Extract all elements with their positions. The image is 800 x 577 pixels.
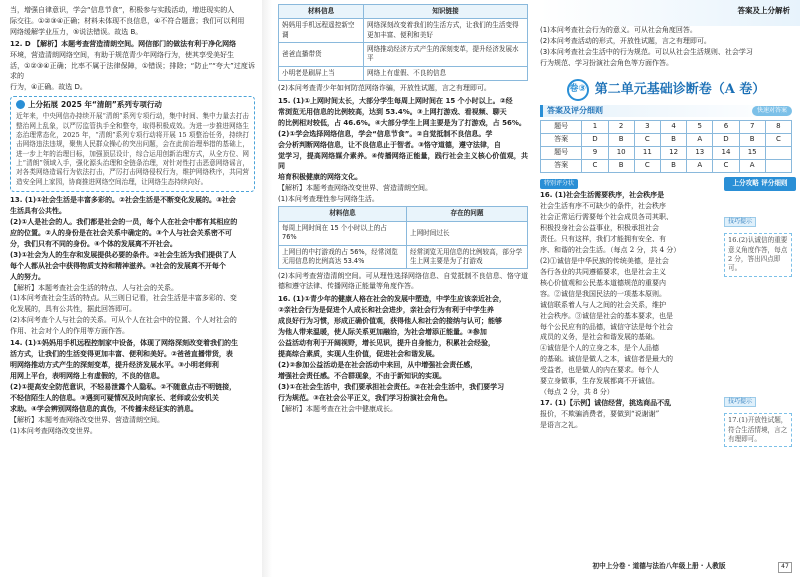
table-cell: 14 bbox=[713, 146, 739, 159]
text-line: 【解析】本题考查网络改变世界、营造清朗空间。 bbox=[10, 415, 164, 424]
table-cell: C bbox=[713, 159, 739, 172]
text-line: 常浏览无用信息的比例较高，达到 53.4%。③上网打游戏、看视频、聊天 bbox=[278, 108, 507, 117]
text-line: (2)本问考查营造清朗空间。可从理性选择网络信息、自觉抵制不良信息、恪守道德和遵守法律、传播网络正能量等角度作答。 bbox=[278, 272, 528, 291]
table-cell: 13 bbox=[687, 146, 713, 159]
text-line: 应的位置。②人的身份是在社会关系中确定的。③个人与社会关系密不可 bbox=[10, 228, 232, 237]
text-line: 活方式，让我们的生活变得更加丰富、便利和美好。②爸爸直播带货，表 bbox=[10, 350, 233, 359]
tip-box-1: 16.(2)认诚信的重要意义角度作答，每点 2 分，答出四点即可。 bbox=[724, 233, 792, 276]
tip-tag: 技巧提示 bbox=[724, 397, 756, 408]
text-line: (3)①在社会生活中，我们要承担社会责任。②在社会生活中，我们要学习 bbox=[278, 382, 505, 391]
q14 bbox=[10, 339, 255, 436]
table-cell: 题号 bbox=[541, 146, 582, 159]
text-line: (1)本问考查社会行为的意义。可从社会角度回答。 bbox=[540, 26, 697, 34]
table-cell: B bbox=[608, 133, 634, 146]
text-line: 【解析】本题考查社会生活的特点、人与社会的关系。 bbox=[10, 283, 178, 292]
table-cell: 7 bbox=[739, 120, 765, 133]
table-cell: C bbox=[582, 159, 608, 172]
table-row bbox=[541, 146, 792, 159]
text-line: 16. (1)社会生活需要秩序，社会秩序是 bbox=[540, 191, 665, 200]
analysis-section bbox=[540, 177, 792, 448]
table-cell: 10 bbox=[608, 146, 634, 159]
table-cell: 网络推动经济方式产生的深刻变革，提升经济发展水平 bbox=[364, 43, 528, 67]
table-cell: 妈妈用手机远程遥控新空调 bbox=[279, 19, 364, 43]
table-row bbox=[279, 245, 528, 269]
text-line: (2)本问考查活动的形式，开放性试题，言之有理即可。 bbox=[540, 36, 711, 45]
analysis-side bbox=[724, 177, 792, 448]
table-row bbox=[279, 221, 528, 245]
table-header: 材料信息 bbox=[279, 5, 364, 19]
table-cell: 上网目的中打游戏的占 56%，经常浏览无用信息的比例高达 53.4% bbox=[279, 245, 407, 269]
text-line: 14. (1)①妈妈用手机远程控制家中设备，体现了网络深刻改变着我们的生 bbox=[10, 339, 239, 348]
text-line: 环境，营造清朗网络空间，有助于规范青少年网络行为，使其享受美好生 bbox=[10, 50, 234, 59]
text-line: 15. (1)①上网时间太长，大部分学生每周上网时间在 15 个小时以上。②经 bbox=[278, 97, 513, 106]
text-line: 为他人带来温暖，使人际关系更加融洽，为社会增添正能量。③参加 bbox=[278, 327, 487, 336]
table-cell: C bbox=[634, 159, 660, 172]
table-cell: A bbox=[687, 133, 713, 146]
star-icon bbox=[16, 100, 25, 109]
text-line: (1)本问考查理性参与网络生活。 bbox=[278, 194, 379, 203]
table-cell: B bbox=[739, 133, 765, 146]
text-line: 【解析】本题考查在社会中健康成长。 bbox=[278, 404, 397, 413]
table-cell: 题号 bbox=[541, 120, 582, 133]
q16 bbox=[278, 295, 528, 414]
column-left bbox=[10, 6, 255, 438]
tip-tag: 技巧提示 bbox=[724, 217, 756, 228]
table-cell: 每周上网时间在 15 个小时以上的占 76% bbox=[279, 221, 407, 245]
table-row bbox=[279, 66, 528, 80]
text-line: 人的努力。 bbox=[10, 272, 45, 281]
column-right bbox=[540, 0, 792, 447]
text-line: ④诚信是个人的立身之本，是个人品德 bbox=[540, 344, 659, 353]
text-line: 各行各业的共同遵循要求，也是社会主义 bbox=[540, 267, 666, 276]
text-line: 行为，④正确。故选 D。 bbox=[10, 82, 87, 91]
text-line: 会分析判断网络信息，让不良信息止于智者。③恪守道德，遵守法律，自 bbox=[278, 140, 501, 149]
text-line: (1)本问考查网络改变世界。 bbox=[10, 426, 97, 435]
text-line: 社会生活有序不可缺少的条件，社会秩序 bbox=[540, 202, 666, 211]
callout-heading: 2025 年“清朗”系列专项行动 bbox=[61, 99, 162, 109]
analysis-main bbox=[540, 177, 720, 448]
table-row bbox=[279, 19, 528, 43]
table-header: 存在的问题 bbox=[407, 207, 528, 221]
text-line: 求助。④学会辨别网络信息的真伪，不传播未经证实的消息。 bbox=[10, 404, 198, 413]
text-line: 【解析】本题考查网络改变世界、营造清朗空间。 bbox=[278, 183, 432, 192]
table-cell: 11 bbox=[634, 146, 660, 159]
q15 bbox=[278, 97, 528, 204]
text-line: 责任。只有这样，我们才能拥有安全、有 bbox=[540, 235, 666, 244]
text-line: 受益者，也是做人的内在要求。每个人 bbox=[540, 366, 659, 375]
text-line: (1)本问考查社会生活的特点。从三则日记看，社会生活是丰富多彩的、变 bbox=[10, 294, 237, 303]
table-cell: 8 bbox=[765, 120, 791, 133]
text-line: 报价，不欺骗消费者，要做到“说谢谢” bbox=[540, 410, 660, 419]
text-line: (3)①社会为人的生存和发展提供必要的条件。②社会生活为我们提供了人 bbox=[10, 250, 237, 259]
table-cell: 1 bbox=[582, 120, 608, 133]
strategy-ribbon: 上分攻略 评分细则 bbox=[724, 177, 796, 191]
text-line: （每点 2 分，共 8 分） bbox=[540, 388, 614, 397]
table-cell: B bbox=[660, 159, 686, 172]
table-cell: D bbox=[713, 133, 739, 146]
table-header-row bbox=[279, 207, 528, 221]
table-cell: C bbox=[634, 133, 660, 146]
table-cell: 4 bbox=[660, 120, 686, 133]
text-line: (2)①人是社会的人。我们都是社会的一员，每个人在社会中都有其相应的 bbox=[10, 217, 238, 226]
text-line: 社会秩序。③诚信是社会的基本要求，也是 bbox=[540, 311, 673, 320]
text-line: 社会正常运行需要每个社会成员各司其职、 bbox=[540, 213, 673, 222]
text-line: (2)本问考查青少年如何防范网络诈骗，开放性试题，言之有理即可。 bbox=[278, 84, 491, 93]
table-cell: 5 bbox=[687, 120, 713, 133]
footer-book: 初中上分卷 · 道德与法治八年级上册 · 人教版 bbox=[592, 562, 726, 571]
text-line: 核心价值观和公民基本道德规范的重要内 bbox=[540, 278, 666, 287]
section-title bbox=[540, 79, 792, 101]
q13 bbox=[10, 196, 255, 337]
text-line: 明网络推动方式产生的深刻变革，提升经济发展水平。③小明老师利 bbox=[10, 361, 219, 370]
text-line: 际交往。①②③④正确；材料未体现不良信息，④不符合题意；我们可以利用 bbox=[10, 16, 245, 25]
text-line: 序、和谐的社会生活。（每点 2 分，共 4 分） bbox=[540, 245, 681, 254]
callout-body: 近年来，中央网信办持续开展“清朗”系列专项行动，集中时间、集中力量去打击整治网上乱象，以严厉监管执手全和整夸，取得积极成效。为进一步推进网络生态治理常态化，2025 年，“清朗”系列专项行动将开展 15 项整治任务，持续打击网络违法违规，聚焦人民群众操心的突出问题，会在此前治理举措的基础上，进一步上年的治理目标，加强顶层设计，综合运用创新治理方式，从全方位、网上“清朗”领域入手，强化源头治理和全链条治理，对针对性打击恶意网络谣言，对各类网络造谣行为依法打击，严厉打击网络侵权行为，维护网络秩序，共同营造安全网上家园，协商推进网络空间治理，让网络生态持续向好。 bbox=[16, 112, 249, 186]
text-line: 的基础。诚信是做人之本，诚信者是最大的 bbox=[540, 355, 673, 364]
table-cell: A bbox=[687, 159, 713, 172]
text-line: 容。②诚信是我国民法的一项基本原则。 bbox=[540, 289, 666, 298]
table-cell: 网络深刻改变着我们的生活方式，让我们的生活变得更加丰富、便利和美好 bbox=[364, 19, 528, 43]
table-cell: A bbox=[739, 159, 765, 172]
table-cell: 3 bbox=[634, 120, 660, 133]
text-line: 化发展的，具有公共性，据此回答即可。 bbox=[10, 305, 136, 314]
knowledge-table-1 bbox=[278, 4, 528, 81]
table-cell: C bbox=[765, 133, 791, 146]
q12 bbox=[10, 40, 255, 93]
extension-callout bbox=[10, 96, 255, 193]
table-header-row bbox=[279, 5, 528, 19]
table-cell: 12 bbox=[660, 146, 686, 159]
text-line: (2)①学会选择网络信息，学会“信息节食”。②自觉抵制不良信息。学 bbox=[278, 129, 493, 138]
strip-label: 特别评分状 bbox=[540, 179, 578, 190]
table-cell bbox=[765, 159, 791, 172]
text-line: 提高综合素质，实现人生价值，促进社会和谐发展。 bbox=[278, 349, 439, 358]
table-cell: 9 bbox=[582, 146, 608, 159]
table-row bbox=[541, 133, 792, 146]
table-cell: 小明老是刷屏上当 bbox=[279, 66, 364, 80]
text-line: 觉学习，提高网络媒介素养。④传播网络正能量，践行社会主义核心价值观，共同 bbox=[278, 151, 528, 170]
text-line: 网络缓解学业压力，⑤说法错误。故选 B。 bbox=[10, 27, 143, 36]
page-number: 47 bbox=[778, 562, 792, 573]
text-line: 每个人都从社会中获得物质支持和精神滋养。③社会的发展离不开每个 bbox=[10, 261, 226, 270]
text-line: 增强社会责任感。不合群现象，不由于新知识的实现。 bbox=[278, 371, 446, 380]
text-line: 分，我们只有不同的身份。④个体的发展离不开社会。 bbox=[10, 239, 177, 248]
text-line: (2)①提高安全防范意识，不轻易泄露个人隐私。②不随意点击不明链接， bbox=[10, 382, 237, 391]
text-line: 诚信联系着人与人之间的社会关系，维护 bbox=[540, 300, 666, 309]
text-line: 活，①②③④正确；比率不属于法律保障，①错误；排除；“防止”“夸大”过度诉求的 bbox=[10, 61, 255, 80]
table-cell: 经常浏览无用信息的比例较高，部分学生上网主要是为了打游戏 bbox=[407, 245, 528, 269]
table-cell: B bbox=[608, 159, 634, 172]
table-cell: 答案 bbox=[541, 159, 582, 172]
header-title: 答案及上分解析 bbox=[737, 6, 790, 15]
text-line: (2)①诚信是中华民族的传统美德，是社会 bbox=[540, 256, 669, 265]
text-line: 培育积极健康的网络文化。 bbox=[278, 172, 362, 181]
answer-table bbox=[540, 120, 792, 173]
answer-bar-pill: 快速对答案 bbox=[752, 106, 792, 116]
table-cell bbox=[765, 146, 791, 159]
text-line: 17. (1)【示例】诚信经营，挑选商品不乱 bbox=[540, 399, 672, 408]
page-gutter bbox=[262, 0, 272, 577]
text-line: ②亲社会行为是促进个人成长和社会进步，亲社会行为有利于中学生养 bbox=[278, 306, 494, 315]
table-cell: 上网时间过长 bbox=[407, 221, 528, 245]
table-row bbox=[279, 43, 528, 67]
text-line: 不轻信陌生人的信息。③遇到可疑情况及时向家长、老师或公安机关 bbox=[10, 393, 219, 402]
text-line: (2)本问考查个人与社会的关系。可从个人在社会中的位置、个人对社会的 bbox=[10, 316, 237, 325]
table-cell: 答案 bbox=[541, 133, 582, 146]
table-row bbox=[541, 159, 792, 172]
tip-box-2: 17.(1)开放性试题，符合生活情境，言之有理即可。 bbox=[724, 413, 792, 447]
callout-label: 上分拓展 bbox=[28, 99, 58, 109]
text-line: 是语言之礼。 bbox=[540, 420, 582, 429]
text-line: 成良好行为习惯，形成正确价值观，获得他人和社会的接纳与认可；能够 bbox=[278, 317, 502, 326]
text-line: 行为规范。③在社会公平正义，我们学习扮演社会角色。 bbox=[278, 393, 452, 402]
section-heading: 第二单元基础诊断卷（A 卷） bbox=[594, 81, 766, 97]
table-cell: 网络上有虚假、不良的信息 bbox=[364, 66, 528, 80]
text-line: 积极投身社会公益事业，积极承担社会 bbox=[540, 224, 659, 233]
answer-bar bbox=[540, 105, 792, 117]
text-line: 每个公民应有的品德，诚信守法是每个社会 bbox=[540, 322, 673, 331]
table-cell: B bbox=[660, 133, 686, 146]
table-cell: 6 bbox=[713, 120, 739, 133]
table-row bbox=[541, 120, 792, 133]
text-line: 成员的义务，是社会和谐发展的基础。 bbox=[540, 333, 659, 342]
callout-title bbox=[16, 100, 249, 111]
column-middle bbox=[278, 4, 528, 415]
knowledge-table-2 bbox=[278, 206, 528, 269]
table-cell: 15 bbox=[739, 146, 765, 159]
text-line: (2)②参加公益活动是在社会活动中来回，从中增强社会责任感， bbox=[278, 360, 478, 369]
text-line: 的比例相对较低，占 46.6%。④大部分学生上网主要是为了打游戏，占 56%。 bbox=[278, 118, 526, 127]
text-line: 要立身做事，生存发展都离不开诚信。 bbox=[540, 377, 659, 386]
page-footer bbox=[540, 560, 792, 574]
section-badge: 卷③ bbox=[567, 79, 589, 101]
table-header: 知识链接 bbox=[364, 5, 528, 19]
text-line: 行为规范、学习扮演社会角色等方面作答。 bbox=[540, 58, 673, 67]
text-line: 用网上平台，表明网络上有虚假的，不良的信息。 bbox=[10, 372, 164, 381]
text-line: 生活具有公共性。 bbox=[10, 206, 66, 215]
text-line: 当，增强自律意识，学会“信息节食”，积极参与实践活动，增进现实的人 bbox=[10, 6, 235, 14]
table-cell: D bbox=[582, 133, 608, 146]
text-line: 16. (1)①青少年的健康人格在社会的发展中塑造，中学生应该亲近社会， bbox=[278, 295, 507, 304]
table-header: 材料信息 bbox=[279, 207, 407, 221]
text-line: 12. D 【解析】本题考查营造清朗空间。网信部门的做法有利于净化网络 bbox=[10, 39, 237, 48]
text-line: 公益活动有利于开阔视野，增长见识，提升自身能力，积累社会经验， bbox=[278, 338, 495, 347]
text-line: 13. (1)①社会生活是丰富多彩的。②社会生活是不断变化发展的。③社会 bbox=[10, 196, 236, 205]
table-cell: 2 bbox=[608, 120, 634, 133]
answer-bar-title: 答案及评分细则 bbox=[547, 106, 603, 116]
table-cell: 爸爸直播带货 bbox=[279, 43, 364, 67]
text-line: (3)本问考查社会生活中的行为规范。可以从社会生活规则、社会学习 bbox=[540, 47, 753, 56]
q11-tail bbox=[10, 6, 255, 38]
text-line: 作用、社会对个人的作用等方面作答。 bbox=[10, 327, 129, 336]
